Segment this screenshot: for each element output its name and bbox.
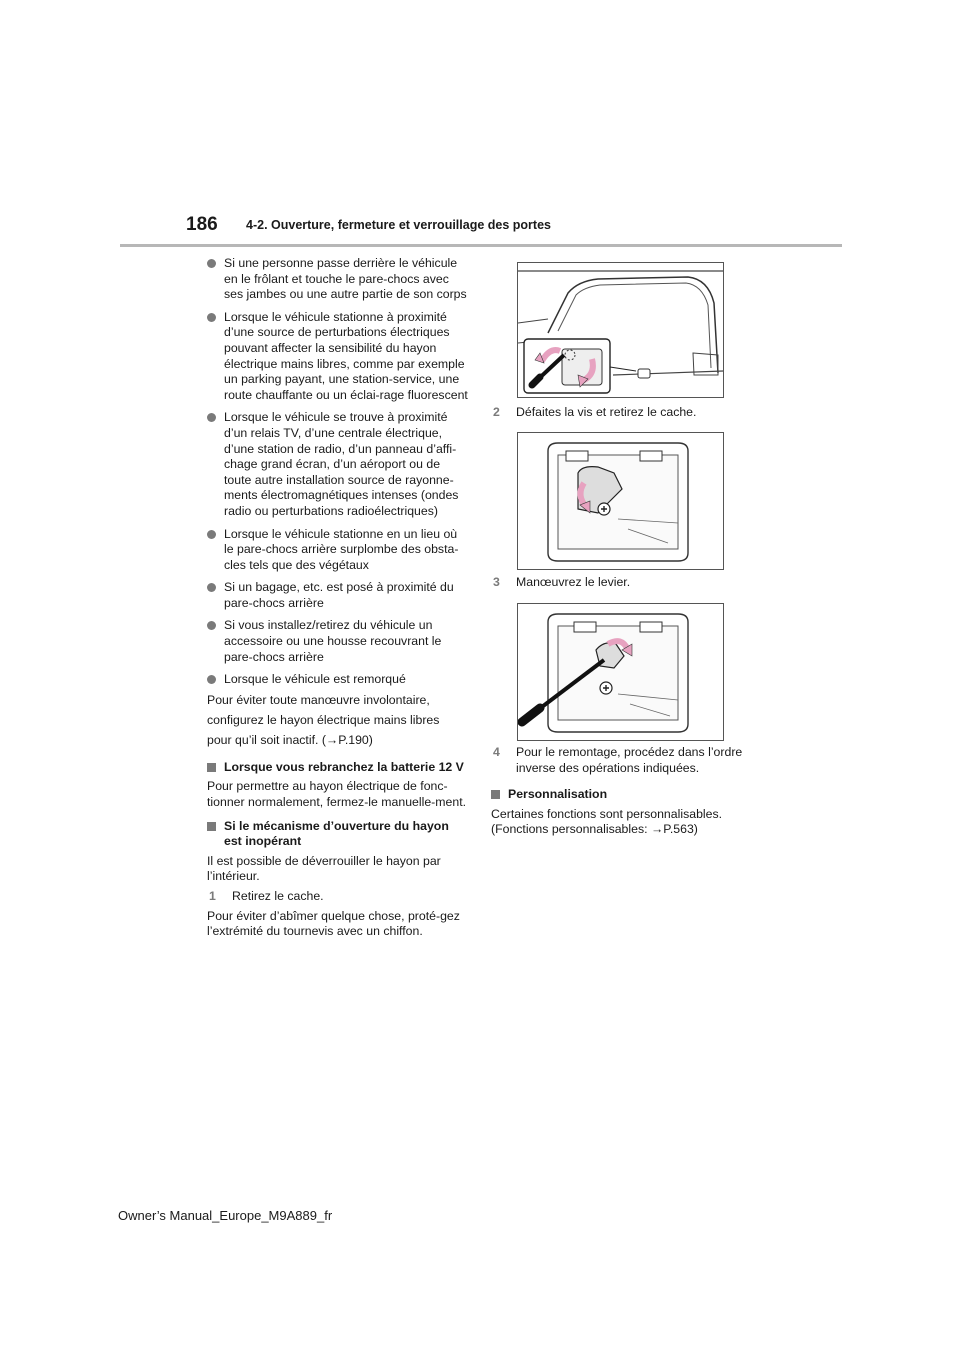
step-number: 2 xyxy=(493,405,500,419)
figure-remove-cover xyxy=(517,262,724,398)
bullet-item: Lorsque le véhicule stationne à proximité d’une source de perturbations électriques pouvant affecter la sensibilité du hayon électrique mains libres, comme par exemple un parking payant, une station-service, une route chauffante ou un éclai-rage fluorescent xyxy=(207,310,469,404)
step-2 xyxy=(491,405,766,421)
bullet-item: Si un bagage, etc. est posé à proximité du pare-chocs arrière xyxy=(207,580,469,611)
section-text-mechanism: Il est possible de déverrouiller le hayon par l’intérieur. xyxy=(207,853,441,884)
bullet-item: Lorsque le véhicule se trouve à proximité d’un relais TV, d’une centrale électrique, d’une station de radio, d’un panneau d’affi-chage grand écran, d’un aéroport ou de toute autre installation source de rayonne-ments électromagnétiques intenses (ondes radio ou perturbations radioélectriques) xyxy=(207,410,469,519)
bullet-item: Si une personne passe derrière le véhicule en le frôlant et touche le pare-chocs avec ses jambes ou une autre partie de son corps xyxy=(207,256,469,303)
step-text: Manœuvrez le levier. xyxy=(516,575,631,589)
step-text: Défaites la vis et retirez le cache. xyxy=(516,405,697,419)
bullet-item: Lorsque le véhicule stationne en un lieu où le pare-chocs arrière surplombe des obsta-cles tels que des végétaux xyxy=(207,527,469,574)
section-title-customization: Personnalisation xyxy=(491,787,741,803)
step-number: 3 xyxy=(493,575,500,589)
page-number: 186 xyxy=(186,214,218,235)
step-1 xyxy=(207,889,469,905)
section-title-battery: Lorsque vous rebranchez la batterie 12 V xyxy=(207,760,469,776)
left-column xyxy=(207,256,469,944)
screw-illustration xyxy=(518,433,723,569)
towing-note-line: Pour éviter toute manœuvre involontaire, xyxy=(207,692,430,707)
step-1-note: Pour éviter d’abîmer quelque chose, proté-gez l’extrémité du tournevis avec un chiffon. xyxy=(207,908,460,939)
step-4 xyxy=(491,745,766,776)
customization-section xyxy=(491,779,741,842)
section-title-mechanism: Si le mécanisme d’ouverture du hayon est inopérant xyxy=(207,819,469,850)
figure-operate-lever xyxy=(517,603,724,741)
towing-note-line: pour qu’il soit inactif. (→P.190) xyxy=(207,732,373,747)
header-divider xyxy=(120,244,842,247)
step-3 xyxy=(491,575,766,591)
step-number: 1 xyxy=(209,889,216,903)
step-text: Retirez le cache. xyxy=(232,889,324,903)
chapter-title: 4-2. Ouverture, fermeture et verrouillage des portes xyxy=(246,218,551,232)
bullet-item: Lorsque le véhicule est remorqué xyxy=(207,672,469,688)
section-text-customization: Certaines fonctions sont personnalisables. (Fonctions personnalisables: →P.563) xyxy=(491,806,723,837)
towing-note-line: configurez le hayon électrique mains libres xyxy=(207,712,440,727)
lever-illustration xyxy=(518,604,723,740)
figure-undo-screw xyxy=(517,432,724,570)
footer-manual-id: Owner’s Manual_Europe_M9A889_fr xyxy=(118,1208,333,1223)
section-text-battery: Pour permettre au hayon électrique de fonc-tionner normalement, fermez-le manuelle-ment. xyxy=(207,779,467,810)
step-text: Pour le remontage, procédez dans l’ordre inverse des opérations indiquées. xyxy=(516,745,743,775)
step-number: 4 xyxy=(493,745,500,759)
cargo-illustration xyxy=(518,263,723,397)
bullet-item: Si vous installez/retirez du véhicule un accessoire ou une housse recouvrant le pare-chocs arrière xyxy=(207,618,469,665)
